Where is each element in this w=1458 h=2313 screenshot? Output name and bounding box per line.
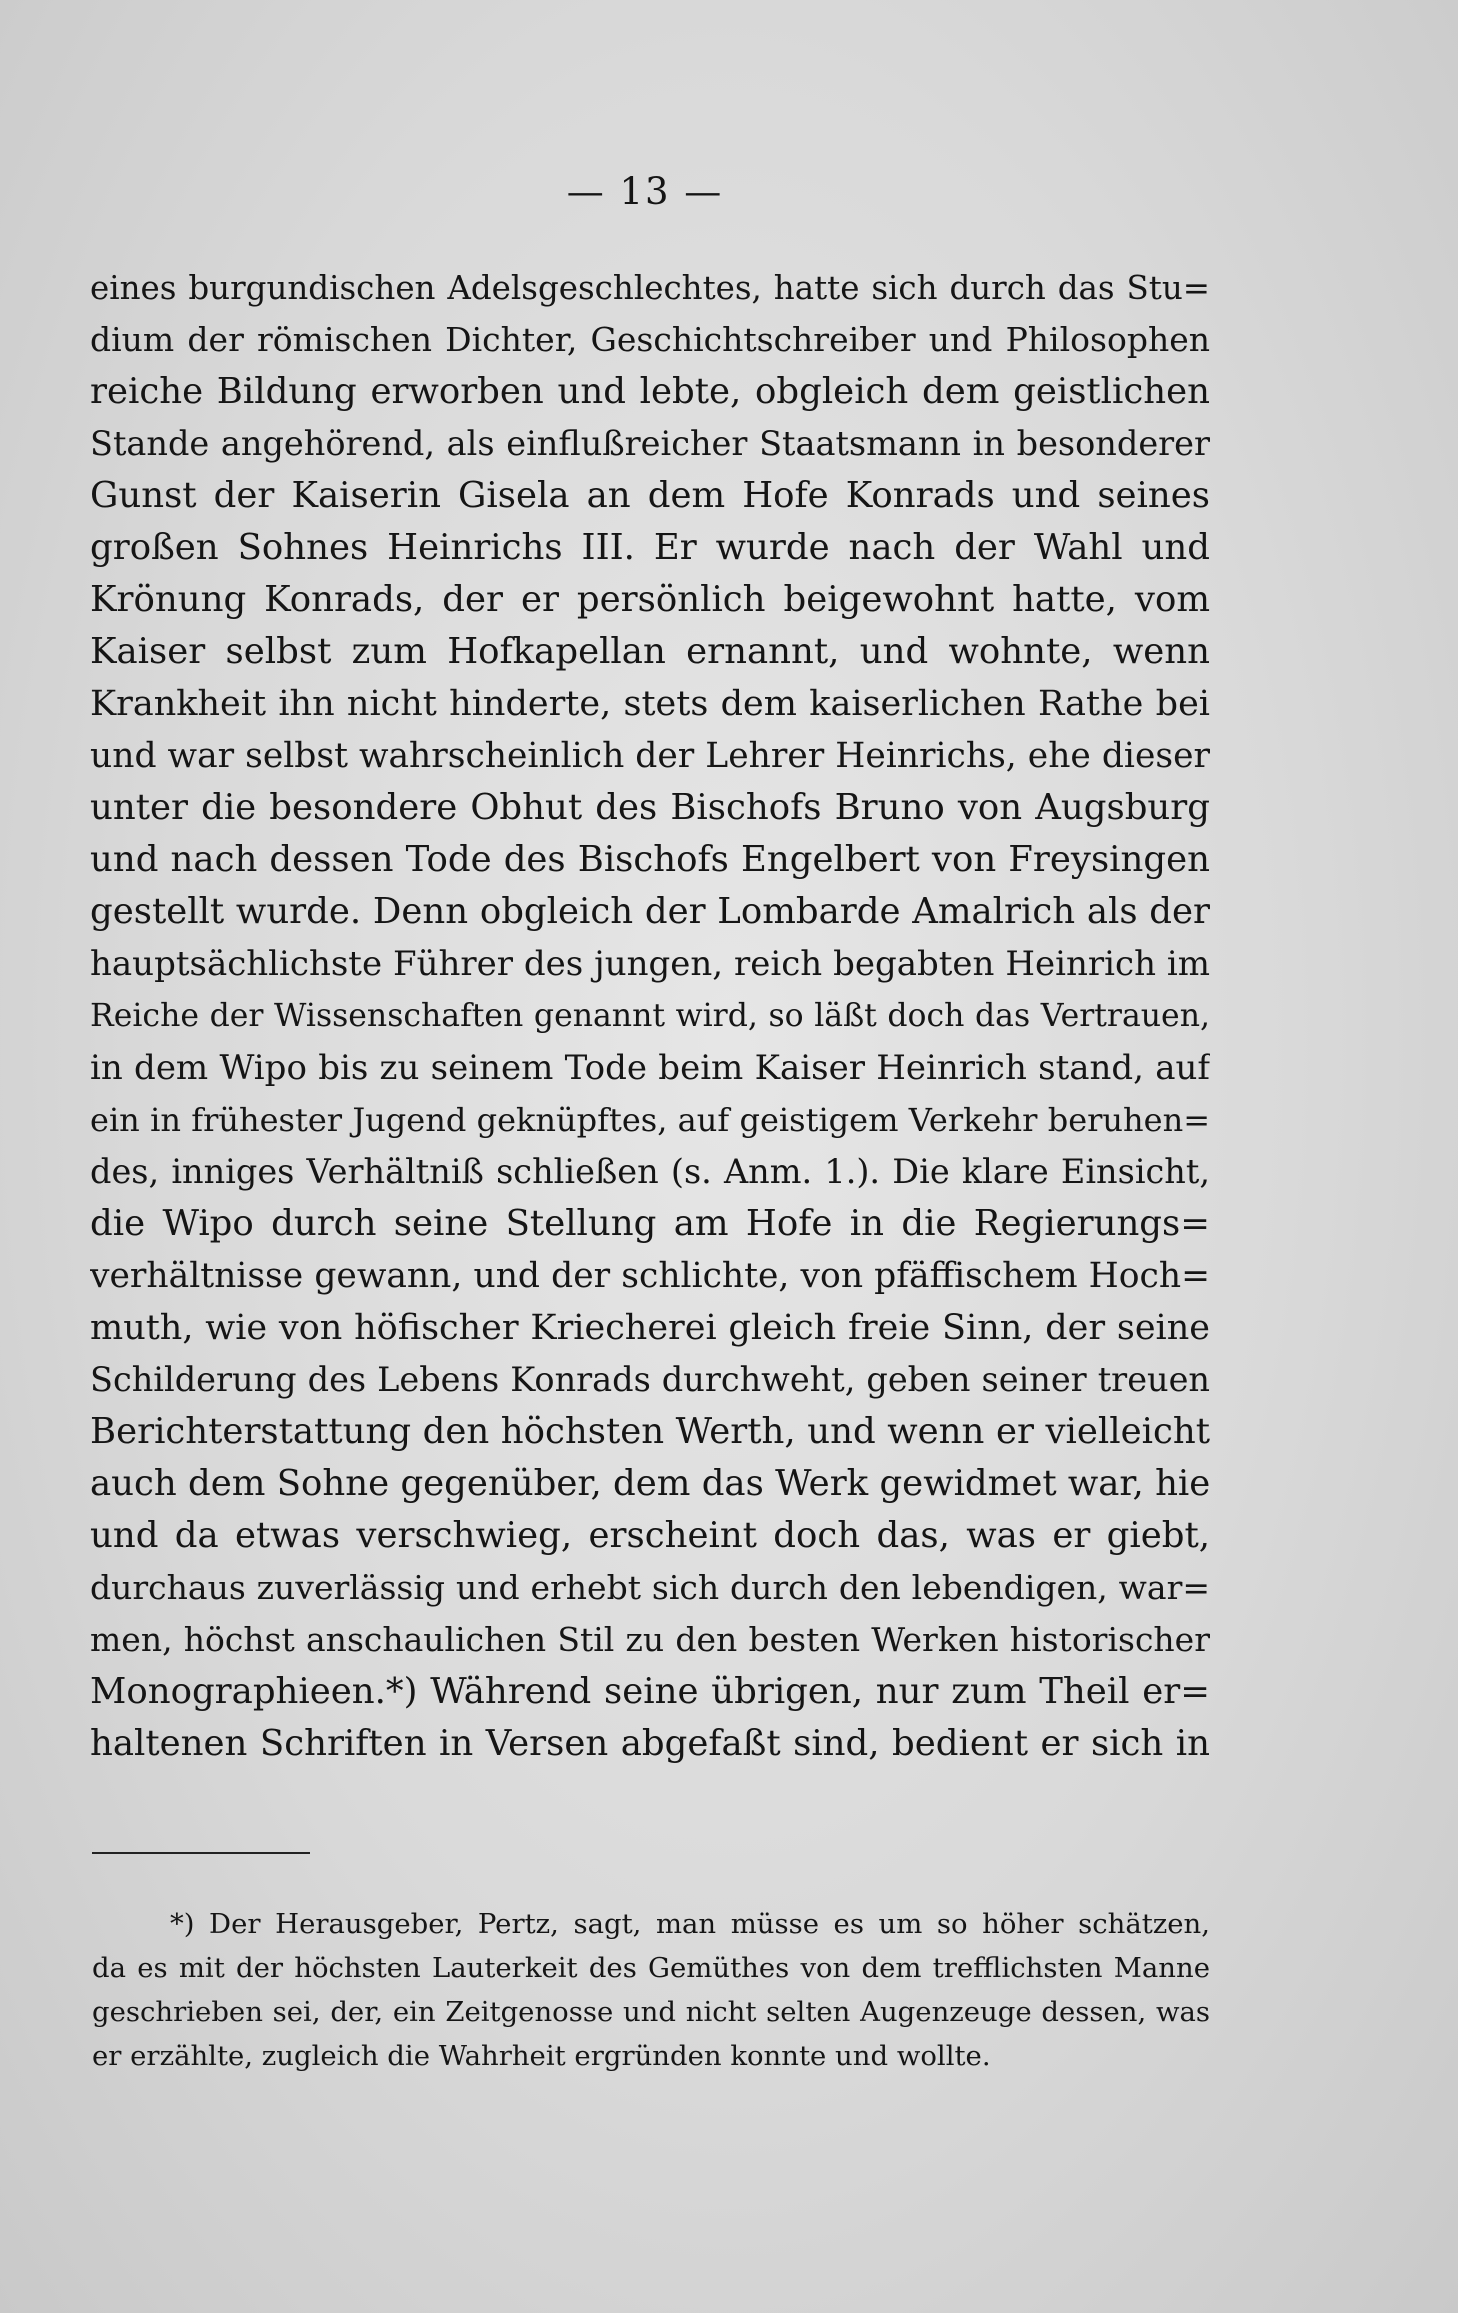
footnote-line: da es mit der höchsten Lauterkeit des Gemüthes von dem trefflichsten Manne [92, 1952, 1210, 1984]
text-line: Kaiser selbst zum Hofkapellan ernannt, und wohnte, wenn [90, 631, 1210, 672]
text-line: hauptsächlichste Führer des jungen, reich begabten Heinrich im [90, 944, 1210, 984]
text-line: gestellt wurde. Denn obgleich der Lombarde Amalrich als der [90, 891, 1210, 932]
text-line: reiche Bildung erworben und lebte, obgleich dem geistlichen [90, 371, 1210, 412]
text-line: und war selbst wahrscheinlich der Lehrer Heinrichs, ehe dieser [90, 736, 1210, 776]
text-line: Reiche der Wissenschaften genannt wird, so läßt doch das Vertrauen, [90, 998, 1210, 1034]
text-line: eines burgundischen Adelsgeschlechtes, hatte sich durch das Stu= [90, 269, 1210, 307]
text-line: Krönung Konrads, der er persönlich beigewohnt hatte, vom [90, 579, 1210, 620]
footnote-line: er erzählte, zugleich die Wahrheit ergründen konnte und wollte. [92, 2040, 991, 2072]
text-line: verhältnisse gewann, und der schlichte, von pfäffischem Hoch= [90, 1256, 1210, 1296]
text-line: großen Sohnes Heinrichs III. Er wurde nach der Wahl und [90, 527, 1210, 568]
text-line: Gunst der Kaiserin Gisela an dem Hofe Konrads und seines [90, 475, 1210, 516]
text-line: durchaus zuverlässig und erhebt sich durch den lebendigen, war= [90, 1568, 1210, 1607]
text-line: Monographieen.*) Während seine übrigen, nur zum Theil er= [90, 1671, 1210, 1712]
footnote-rule [92, 1852, 310, 1854]
text-line: Berichterstattung den höchsten Werth, und wenn er vielleicht [90, 1411, 1210, 1452]
text-line: men, höchst anschaulichen Stil zu den besten Werken historischer [90, 1620, 1210, 1659]
footnote [92, 1902, 1210, 2078]
text-line: in dem Wipo bis zu seinem Tode beim Kaiser Heinrich stand, auf [90, 1048, 1210, 1088]
text-line: unter die besondere Obhut des Bischofs Bruno von Augsburg [90, 787, 1210, 828]
text-line: des, inniges Verhältniß schließen (s. Anm. 1.). Die klare Einsicht, [90, 1152, 1210, 1191]
text-line: auch dem Sohne gegenüber, dem das Werk gewidmet war, hie [90, 1463, 1210, 1504]
footnote-line: geschrieben sei, der, ein Zeitgenosse und nicht selten Augenzeuge dessen, was [92, 1996, 1210, 2028]
text-line: und da etwas verschwieg, erscheint doch das, was er giebt, [90, 1515, 1210, 1556]
text-line: ein in frühester Jugend geknüpftes, auf geistigem Verkehr beruhen= [90, 1101, 1210, 1139]
page-number: — 13 — [566, 170, 724, 213]
text-line: muth, wie von höfischer Kriecherei gleich freie Sinn, der seine [90, 1308, 1210, 1348]
body-text [90, 262, 1210, 1770]
text-line: Schilderung des Lebens Konrads durchweht, geben seiner treuen [90, 1360, 1210, 1399]
text-line: dium der römischen Dichter, Geschichtschreiber und Philosophen [90, 320, 1210, 359]
text-line: die Wipo durch seine Stellung am Hofe in die Regierungs= [90, 1203, 1210, 1244]
text-line: und nach dessen Tode des Bischofs Engelbert von Freysingen [90, 839, 1210, 880]
text-line: Stande angehörend, als einflußreicher Staatsmann in besonderer [90, 424, 1210, 463]
text-line: haltenen Schriften in Versen abgefaßt sind, bedient er sich in [90, 1723, 1210, 1764]
footnote-line: *) Der Herausgeber, Pertz, sagt, man müsse es um so höher schätzen, [170, 1908, 1210, 1940]
text-line: Krankheit ihn nicht hinderte, stets dem kaiserlichen Rathe bei [90, 684, 1210, 724]
